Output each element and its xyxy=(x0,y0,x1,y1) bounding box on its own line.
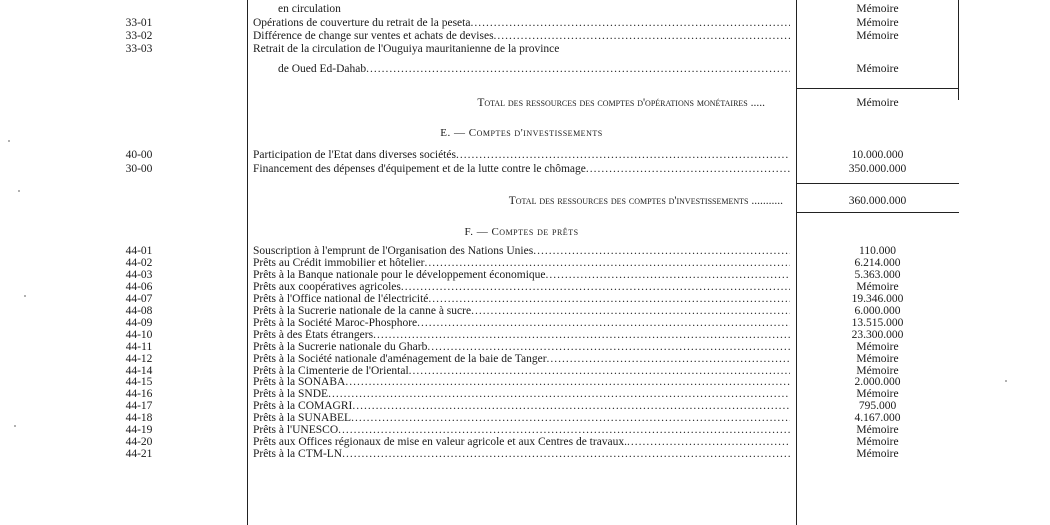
account-code: 44-09 xyxy=(125,316,153,329)
table-row xyxy=(0,163,1050,176)
total-amount: Mémoire xyxy=(856,97,899,109)
divider-investment-total xyxy=(796,212,959,213)
account-code: 44-21 xyxy=(125,448,153,461)
amount-cell: Mémoire xyxy=(856,364,899,377)
account-code: 44-10 xyxy=(125,328,153,341)
account-label: Prêts à la Cimenterie de l'Oriental xyxy=(253,364,409,377)
account-label: Différence de change sur ventes et achats de devises xyxy=(253,30,494,42)
section-title: E. — Comptes d'investissements xyxy=(440,127,603,139)
amount-cell: 4.167.000 xyxy=(854,412,901,425)
amount-cell: Mémoire xyxy=(856,63,899,75)
account-label: Prêts à la SUNABEL xyxy=(253,412,352,425)
account-label: Prêts à la Société nationale d'aménagement de la baie de Tanger xyxy=(253,352,547,365)
amount-cell: 5.363.000 xyxy=(854,268,901,281)
account-code: 44-03 xyxy=(125,268,153,281)
amount-cell: 2.000.000 xyxy=(854,376,901,389)
scan-speck xyxy=(18,190,20,192)
account-code: 44-02 xyxy=(125,256,153,269)
amount-cell: Mémoire xyxy=(856,448,899,461)
account-label: Prêts à l'UNESCO xyxy=(253,424,339,437)
account-code: 44-19 xyxy=(125,424,153,437)
table-row xyxy=(0,448,1050,461)
amount-cell: Mémoire xyxy=(856,340,899,353)
table-row xyxy=(0,17,1050,30)
amount-cell: 13.515.000 xyxy=(851,316,904,329)
total-label: Total des ressources des comptes d'opérations monétaires xyxy=(477,97,748,109)
account-code: 44-20 xyxy=(125,436,153,449)
section-row xyxy=(0,127,1050,140)
account-label-continued: de Oued Ed-Dahab xyxy=(278,63,367,75)
account-label: Prêts à la SONABA xyxy=(253,376,346,389)
account-label: Financement des dépenses d'équipement et de la lutte contre le chômage xyxy=(253,163,586,175)
account-label: Prêts à la Sucrerie nationale du Gharb xyxy=(253,340,428,353)
account-code: 33-02 xyxy=(125,30,153,42)
account-code: 30-00 xyxy=(125,163,153,175)
account-label: Prêts à la Société Maroc-Phosphore xyxy=(253,316,418,329)
account-code: 44-06 xyxy=(125,280,153,293)
scan-speck xyxy=(8,140,10,142)
account-code: 44-17 xyxy=(125,400,153,413)
amount-cell: 23.300.000 xyxy=(851,328,904,341)
amount-cell: Mémoire xyxy=(856,280,899,293)
account-label: Prêts aux coopératives agricoles xyxy=(253,280,401,293)
account-label: Prêts à la Sucrerie nationale de la canne à sucre xyxy=(253,304,472,317)
account-label: Prêts à la CTM-LN xyxy=(253,448,343,461)
table-row xyxy=(0,30,1050,43)
total-label: Total des ressources des comptes d'investissements xyxy=(508,195,749,207)
section-title: F. — Comptes de prêts xyxy=(464,226,579,238)
account-code: 33-01 xyxy=(125,17,153,29)
amount-cell: 350.000.000 xyxy=(848,163,907,175)
total-amount: 360.000.000 xyxy=(848,195,907,207)
continuation-text: en circulation xyxy=(278,3,341,15)
amount-cell: 795.000 xyxy=(858,400,897,413)
account-code: 44-14 xyxy=(125,364,153,377)
amount-cell: 10.000.000 xyxy=(851,149,904,161)
scan-speck xyxy=(1005,380,1007,382)
account-code: 44-11 xyxy=(125,340,153,353)
scan-speck xyxy=(24,295,26,297)
continuation-row xyxy=(0,3,1050,16)
table-row-continued xyxy=(0,63,1050,76)
account-code: 44-01 xyxy=(125,245,153,257)
section-row xyxy=(0,226,1050,239)
amount-cell: Mémoire xyxy=(856,3,899,15)
amount-cell: Mémoire xyxy=(856,388,899,401)
amount-cell: 19.346.000 xyxy=(851,292,904,305)
account-label: Retrait de la circulation de l'Ouguiya mauritanienne de la province xyxy=(253,43,560,55)
account-label: Participation de l'Etat dans diverses sociétés xyxy=(253,149,456,161)
table-row xyxy=(0,43,1050,56)
divider-investment-sum xyxy=(796,183,959,184)
amount-cell: Mémoire xyxy=(856,424,899,437)
amount-cell: 6.214.000 xyxy=(854,256,901,269)
total-row: Total des ressources des comptes d'opérations monétaires ..... Mémoire xyxy=(0,97,1050,110)
account-label: Prêts à la SNDE xyxy=(253,388,329,401)
amount-cell: Mémoire xyxy=(856,17,899,29)
scan-speck xyxy=(14,425,16,427)
account-code: 44-12 xyxy=(125,352,153,365)
account-code: 33-03 xyxy=(125,43,153,55)
amount-cell: Mémoire xyxy=(856,436,899,449)
account-label: Prêts à des États étrangers xyxy=(253,328,374,341)
account-label: Prêts au Crédit immobilier et hôtelier xyxy=(253,256,425,269)
account-code: 44-15 xyxy=(125,376,153,389)
table-row xyxy=(0,149,1050,162)
account-code: 44-16 xyxy=(125,388,153,401)
account-label: Prêts à la Banque nationale pour le développement économique xyxy=(253,268,546,281)
divider-monetary-total xyxy=(796,88,959,89)
amount-cell: Mémoire xyxy=(856,30,899,42)
total-row: Total des ressources des comptes d'investissements ........... 360.000.000 xyxy=(0,195,1050,208)
amount-cell: 6.000.000 xyxy=(854,304,901,317)
account-label: Prêts à l'Office national de l'électricité xyxy=(253,292,429,305)
account-label: Prêts à la COMAGRI xyxy=(253,400,353,413)
account-label: Souscription à l'emprunt de l'Organisation des Nations Unies xyxy=(253,245,534,257)
account-code: 44-07 xyxy=(125,292,153,305)
account-code: 44-18 xyxy=(125,412,153,425)
account-label: Prêts aux Offices régionaux de mise en valeur agricole et aux Centres de travaux. xyxy=(253,436,628,449)
account-code: 44-08 xyxy=(125,304,153,317)
account-label: Opérations de couverture du retrait de la peseta xyxy=(253,17,471,29)
account-code: 40-00 xyxy=(125,149,153,161)
amount-cell: Mémoire xyxy=(856,352,899,365)
amount-cell: 110.000 xyxy=(859,245,896,257)
